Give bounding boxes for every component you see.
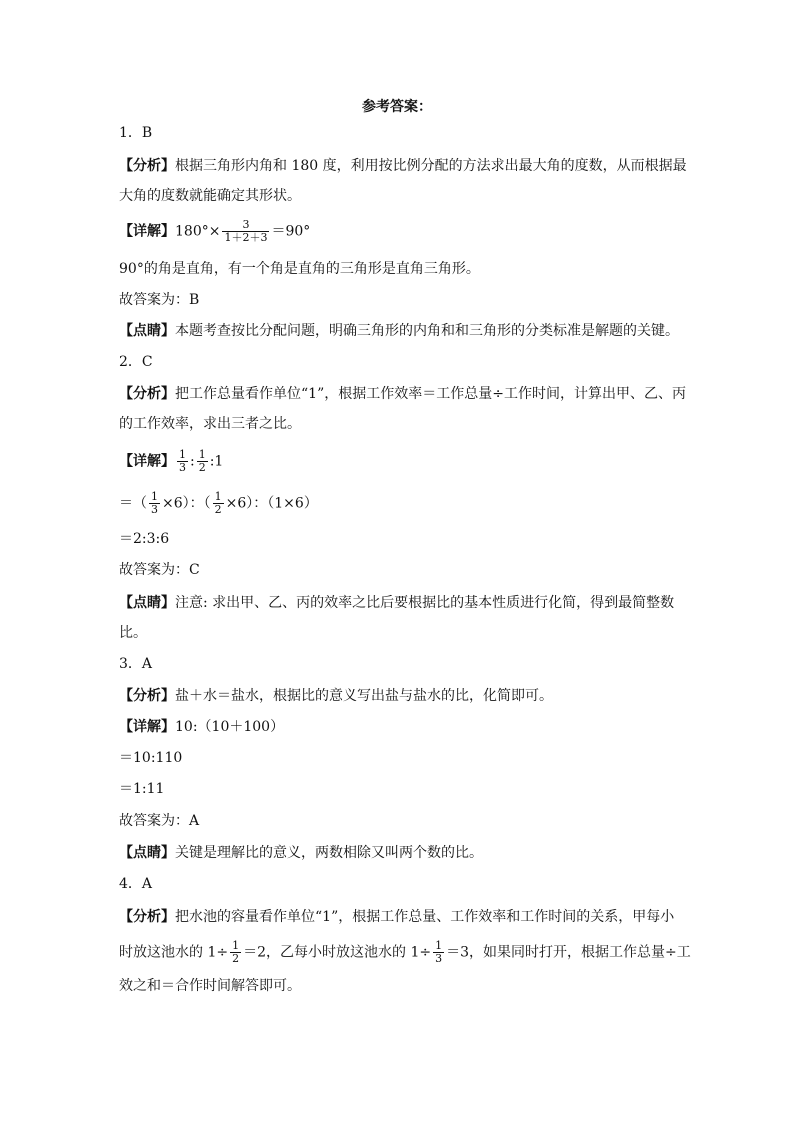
analysis-text: 根据三角形内角和 180 度，利用按比例分配的方法求出最大角的度数，从而根据最 (175, 158, 687, 174)
q2-step2: ＝2:3:6 (119, 531, 170, 547)
q3-comment (119, 842, 679, 864)
step-part: ×6）：（ (162, 495, 211, 512)
q3-answer: 故答案为：A (119, 813, 200, 829)
step-part: ×6）：（1×6） (225, 495, 318, 512)
comment-text: 注意: 求出甲、乙、丙的效率之比后要根据比的基本性质进行化简，得到最简整数 (175, 595, 675, 611)
fraction-denominator: 3 (435, 952, 443, 965)
fraction-numerator: 1 (198, 448, 206, 461)
comment-text: 关键是理解比的意义，两数相除又叫两个数的比。 (175, 845, 483, 861)
analysis-text: 把水池的容量看作单位“1”，根据工作总量、工作效率和工作时间的关系，甲每小 (175, 909, 675, 925)
analysis-tag: 【分析】 (119, 386, 175, 402)
fraction-denominator: 2 (198, 461, 206, 474)
detail-text: 10:（10＋100） (175, 719, 285, 735)
q2-comment-line2: 比。 (119, 625, 147, 641)
step-part: ＝（ (119, 495, 147, 512)
fraction-numerator: 1 (151, 490, 158, 503)
q2-analysis-line2: 的工作效率，求出三者之比。 (119, 416, 301, 432)
comment-tag: 【点睛】 (119, 323, 175, 339)
fraction-denominator: 1＋2＋3 (224, 231, 268, 244)
detail-lead: 180°× (175, 223, 221, 240)
detail-tag: 【详解】 (119, 223, 175, 240)
detail-tag: 【详解】 (119, 719, 175, 735)
q1-analysis-line2: 大角的度数就能确定其形状。 (119, 188, 301, 204)
fraction-numerator: 1 (214, 490, 222, 503)
analysis-text: 盐＋水＝盐水，根据比的意义写出盐与盐水的比，化简即可。 (175, 688, 553, 704)
detail-end: :1 (209, 453, 224, 470)
ratio-colon: : (190, 453, 195, 470)
q1-detail (119, 219, 679, 244)
fraction (230, 940, 241, 965)
fraction-denominator: 2 (232, 952, 240, 965)
q2-number: 2．C (119, 354, 153, 370)
fraction-denominator: 3 (151, 503, 158, 516)
fraction (213, 491, 224, 516)
fraction-numerator: 1 (179, 448, 186, 461)
comment-text: 本题考查按比分配问题，明确三角形的内角和和三角形的分类标准是解题的关键。 (175, 323, 679, 339)
q3-detail (119, 716, 679, 738)
q3-number: 3．A (119, 656, 153, 672)
fraction (177, 449, 188, 474)
q2-detail (119, 449, 679, 474)
q2-step1 (119, 491, 679, 516)
fraction (222, 219, 269, 244)
fraction (149, 491, 160, 516)
analysis-text: 把工作总量看作单位“1”，根据工作效率＝工作总量÷工作时间，计算出甲、乙、丙 (175, 386, 686, 402)
q1-analysis-line1 (119, 155, 687, 177)
fraction (197, 449, 208, 474)
q2-analysis-line1 (119, 383, 686, 405)
q4-number: 4．A (119, 876, 153, 892)
q1-number: 1．B (119, 125, 153, 141)
q2-comment-line1 (119, 592, 679, 614)
text-part: ＝3，如果同时打开，根据工作总量÷工 (446, 944, 691, 961)
detail-tag: 【详解】 (119, 453, 175, 470)
fraction-numerator: 1 (435, 939, 443, 952)
fraction (433, 940, 444, 965)
q1-answer: 故答案为：B (119, 292, 200, 308)
text-part: 时放这池水的 1÷ (119, 944, 229, 961)
q1-comment (119, 320, 679, 342)
fraction-numerator: 3 (242, 218, 250, 231)
text-part: ＝2，乙每小时放这池水的 1÷ (243, 944, 432, 961)
analysis-tag: 【分析】 (119, 158, 175, 174)
fraction-denominator: 2 (214, 503, 222, 516)
q3-step1: ＝10:110 (119, 750, 183, 766)
q3-step2: ＝1:11 (119, 781, 165, 797)
comment-tag: 【点睛】 (119, 595, 175, 611)
comment-tag: 【点睛】 (119, 845, 175, 861)
q4-analysis-line1 (119, 906, 679, 928)
q1-conclusion: 90°的角是直角，有一个角是直角的三角形是直角三角形。 (119, 261, 480, 277)
q4-analysis-line3: 效之和＝合作时间解答即可。 (119, 978, 301, 994)
fraction-numerator: 1 (232, 939, 240, 952)
q3-analysis (119, 685, 679, 707)
analysis-tag: 【分析】 (119, 909, 175, 925)
q2-answer: 故答案为：C (119, 562, 200, 578)
page-title: 参考答案： (362, 99, 432, 115)
analysis-tag: 【分析】 (119, 688, 175, 704)
detail-tail: ＝90° (271, 223, 311, 240)
fraction-denominator: 3 (179, 461, 186, 474)
q4-analysis-line2 (119, 939, 691, 965)
